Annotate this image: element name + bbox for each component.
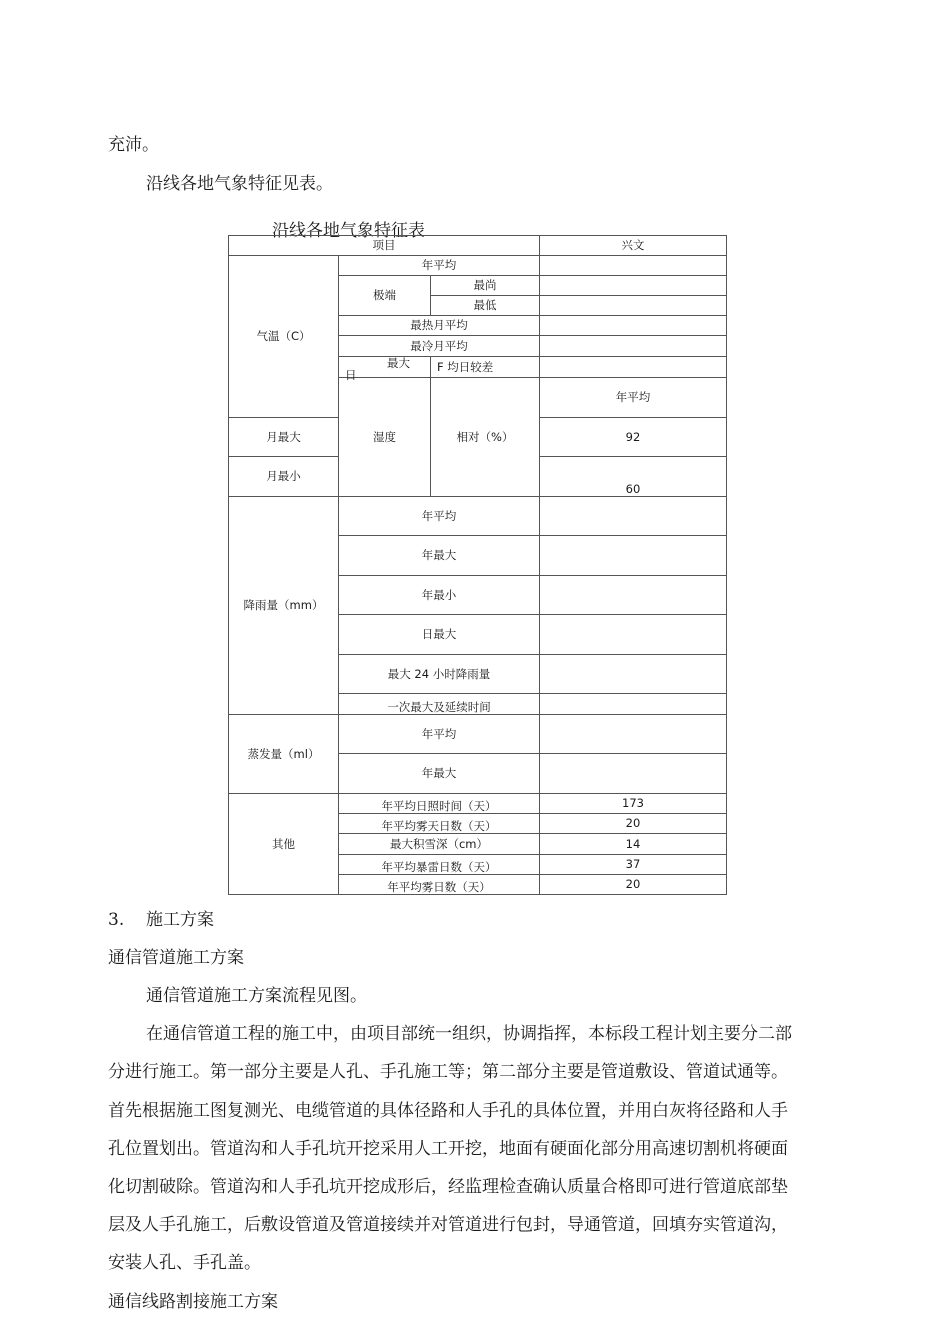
text-line: 沿线各地气象特征见表。 <box>146 174 333 194</box>
cell: 日最大 <box>339 615 540 655</box>
value-cell <box>540 655 727 694</box>
evap-label: 蒸发量（ml） <box>229 715 339 794</box>
cell: 年平均 <box>339 256 540 276</box>
value-cell: 92 <box>540 418 727 457</box>
section-title: 施工方案 <box>146 910 214 930</box>
value-cell <box>540 357 727 378</box>
table-row <box>229 497 727 536</box>
table-caption: 沿线各地气象特征表 <box>272 221 425 241</box>
cell: 相对（%） <box>431 378 540 497</box>
value-cell <box>540 296 727 316</box>
cell: 最大积雪深（cm） <box>339 834 540 855</box>
value-cell <box>540 536 727 576</box>
header-item: 项目 <box>229 236 540 256</box>
value-cell <box>540 256 727 276</box>
cell: 最热月平均 <box>339 316 540 336</box>
value-cell: 20 <box>540 814 727 834</box>
text-line: 在通信管道工程的施工中，由项目部统一组织，协调指挥，本标段工程计划主要分二部 <box>146 1024 792 1044</box>
rain-label: 降雨量（mm） <box>229 497 339 715</box>
value-cell: 20 <box>540 875 727 895</box>
weather-table <box>228 235 727 895</box>
value-cell <box>540 576 727 615</box>
text-line: 首先根据施工图复测光、电缆管道的具体径路和人手孔的具体位置，并用白灰将径路和人手 <box>108 1101 788 1121</box>
cell: 年平均雾天日数（天） <box>339 814 540 834</box>
cell: 一次最大及延续时间 <box>339 694 540 715</box>
cell: 最尚 <box>431 276 540 296</box>
cell: 最大 24 小时降雨量 <box>339 655 540 694</box>
subheading: 通信管道施工方案 <box>108 948 244 968</box>
text-line: 分进行施工。第一部分主要是人孔、手孔施工等；第二部分主要是管道敷设、管道试通等。 <box>108 1062 788 1082</box>
value-cell: 173 <box>540 794 727 814</box>
cell <box>339 356 431 382</box>
value-cell <box>540 615 727 655</box>
table-row <box>229 236 727 256</box>
cell: 年最大 <box>339 754 540 794</box>
cell: 最冷月平均 <box>339 336 540 357</box>
temp-label: 气温（C） <box>229 256 339 418</box>
cell-text: 日 <box>345 367 357 382</box>
value-cell: 60 <box>540 457 727 497</box>
cell: 月最小 <box>229 457 339 497</box>
cell: 月最大 <box>229 418 339 457</box>
text-line: 通信管道施工方案流程见图。 <box>146 986 367 1006</box>
text-line: 化切割破除。管道沟和人手孔坑开挖成形后，经监理检查确认质量合格即可进行管道底部垫 <box>108 1177 788 1197</box>
text-line: 充沛。 <box>108 135 159 155</box>
section-number: 3. <box>108 910 125 930</box>
other-label: 其他 <box>229 794 339 895</box>
value-cell <box>540 276 727 296</box>
value-cell: 14 <box>540 834 727 855</box>
cell: 年最小 <box>339 576 540 615</box>
cell-text: 最大 <box>387 356 410 371</box>
value-cell: 37 <box>540 855 727 875</box>
subheading: 通信线路割接施工方案 <box>108 1292 278 1312</box>
section-heading <box>108 912 214 929</box>
cell: 最低 <box>431 296 540 316</box>
value-cell <box>540 715 727 754</box>
value-cell <box>540 694 727 715</box>
cell: 年平均日照时间（天） <box>339 794 540 814</box>
humidity-label: 湿度 <box>339 378 431 497</box>
header-column: 兴文 <box>540 236 727 256</box>
table-row <box>229 256 727 276</box>
value-cell <box>540 316 727 336</box>
text-line: 孔位置划出。管道沟和人手孔坑开挖采用人工开挖，地面有硬面化部分用高速切割机将硬面 <box>108 1139 788 1159</box>
text-line: 安装人孔、手孔盖。 <box>108 1253 261 1273</box>
cell: F 均日较差 <box>431 357 540 378</box>
cell: 年平均 <box>339 715 540 754</box>
cell: 年平均 <box>540 378 727 418</box>
table-row <box>229 715 727 754</box>
value-cell <box>540 336 727 357</box>
value-cell <box>540 497 727 536</box>
cell: 年最大 <box>339 536 540 576</box>
cell: 年平均雾日数（天） <box>339 875 540 895</box>
cell: 极端 <box>339 276 431 316</box>
cell: 年平均暴雷日数（天） <box>339 855 540 875</box>
value-cell <box>540 754 727 794</box>
text-line: 层及人手孔施工，后敷设管道及管道接续并对管道进行包封，导通管道，回填夯实管道沟， <box>108 1215 788 1235</box>
cell: 年平均 <box>339 497 540 536</box>
table-row <box>229 794 727 814</box>
